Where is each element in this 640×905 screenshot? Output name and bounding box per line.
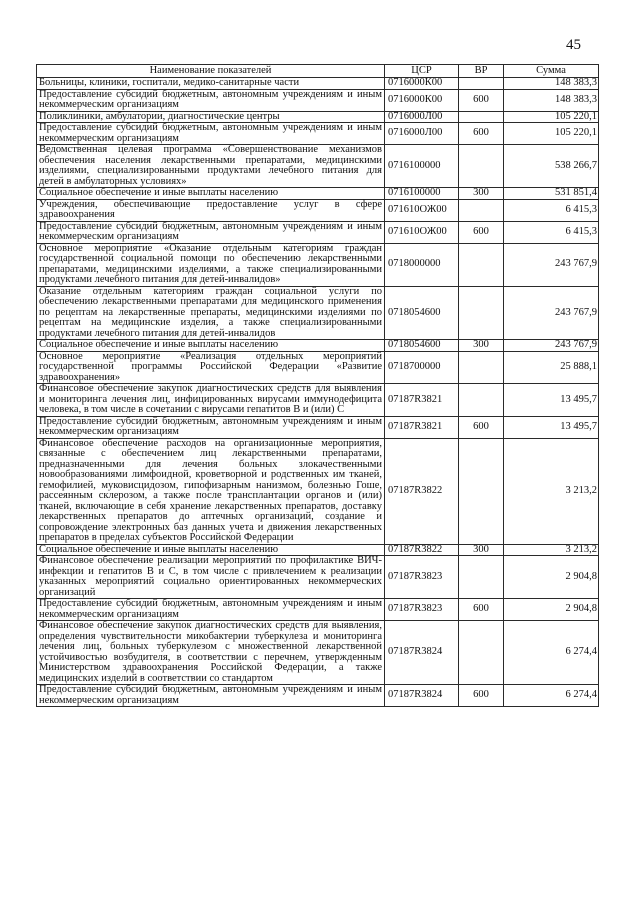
row-sum-cell: 2 904,8: [504, 556, 599, 599]
row-vr-cell: [459, 621, 504, 685]
row-vr-cell: 600: [459, 416, 504, 438]
row-csr-cell: 0716100000: [385, 145, 459, 188]
row-sum-cell: 3 213,2: [504, 544, 599, 556]
row-name-cell: Предоставление субсидий бюджетным, автономным учреждениям и иным некоммерческим организациям: [37, 89, 385, 111]
row-vr-cell: 300: [459, 188, 504, 200]
table-row: [37, 340, 599, 352]
row-sum-cell: 105 220,1: [504, 123, 599, 145]
table-row: [37, 685, 599, 707]
row-sum-cell: 243 767,9: [504, 286, 599, 340]
row-vr-cell: 300: [459, 544, 504, 556]
row-csr-cell: 0716000К00: [385, 89, 459, 111]
row-name-cell: Социальное обеспечение и иные выплаты населению: [37, 340, 385, 352]
column-header-sum: Сумма: [504, 65, 599, 78]
row-name-cell: Предоставление субсидий бюджетным, автономным учреждениям и иным некоммерческим организациям: [37, 221, 385, 243]
page-number: 45: [566, 37, 581, 53]
table-row: [37, 621, 599, 685]
row-csr-cell: 07187R3821: [385, 416, 459, 438]
row-sum-cell: 6 415,3: [504, 199, 599, 221]
row-name-cell: Ведомственная целевая программа «Совершенствование механизмов обеспечения населения лекарственными препаратами, медицинскими изделиями, специализированными продуктами лечебного питания для детей в амбулаторных условиях»: [37, 145, 385, 188]
table-row: [37, 416, 599, 438]
row-csr-cell: 0718700000: [385, 351, 459, 384]
row-vr-cell: 300: [459, 340, 504, 352]
table-row: [37, 544, 599, 556]
column-header-name: Наименование показателей: [37, 65, 385, 78]
row-vr-cell: [459, 384, 504, 417]
row-name-cell: Больницы, клиники, госпитали, медико-санитарные части: [37, 78, 385, 90]
row-csr-cell: 07187R3821: [385, 384, 459, 417]
row-name-cell: Предоставление субсидий бюджетным, автономным учреждениям и иным некоммерческим организациям: [37, 599, 385, 621]
row-name-cell: Оказание отдельным категориям граждан социальной услуги по обеспечению лекарственными препаратами для медицинского применения по рецептам на лекарственные препараты, медицинскими изделиями по рецептам на медицинские изделия, а также специализированными продуктами лечебного питания для детей-инвалидов: [37, 286, 385, 340]
row-sum-cell: 25 888,1: [504, 351, 599, 384]
row-vr-cell: 600: [459, 685, 504, 707]
row-vr-cell: 600: [459, 123, 504, 145]
row-csr-cell: 07187R3823: [385, 599, 459, 621]
row-csr-cell: 0716000К00: [385, 78, 459, 90]
column-header-csr: ЦСР: [385, 65, 459, 78]
table-row: [37, 243, 599, 286]
column-header-vr: ВР: [459, 65, 504, 78]
row-name-cell: Социальное обеспечение и иные выплаты населению: [37, 544, 385, 556]
row-csr-cell: 07187R3822: [385, 438, 459, 544]
row-sum-cell: 531 851,4: [504, 188, 599, 200]
row-csr-cell: 0716000Л00: [385, 111, 459, 123]
table-row: [37, 145, 599, 188]
table-header: [37, 65, 599, 78]
row-sum-cell: 6 274,4: [504, 621, 599, 685]
row-csr-cell: 071610ОЖ00: [385, 199, 459, 221]
row-sum-cell: 105 220,1: [504, 111, 599, 123]
row-name-cell: Социальное обеспечение и иные выплаты населению: [37, 188, 385, 200]
table-row: [37, 599, 599, 621]
row-sum-cell: 13 495,7: [504, 384, 599, 417]
row-csr-cell: 071610ОЖ00: [385, 221, 459, 243]
row-sum-cell: 243 767,9: [504, 340, 599, 352]
table-row: [37, 556, 599, 599]
row-name-cell: Предоставление субсидий бюджетным, автономным учреждениям и иным некоммерческим организациям: [37, 685, 385, 707]
row-sum-cell: 6 274,4: [504, 685, 599, 707]
table-row: [37, 351, 599, 384]
row-vr-cell: [459, 199, 504, 221]
table-row: [37, 111, 599, 123]
row-vr-cell: [459, 556, 504, 599]
row-name-cell: Финансовое обеспечение расходов на организационные мероприятия, связанные с обеспечением лиц лекарственными препаратами, предназначенными для лечения больных злокачественными новообразованиями лимфоидной, кроветворной и родственных им тканей, гемофилией, муковисцидозом, гипофизарным нанизмом, болезнью Гоше, рассеянным склерозом, а также после трансплантации органов и (или) тканей, включающие в себя хранение лекарственных препаратов, доставку лекарственных препаратов до аптечных организаций, создание и сопровождение электронных баз данных учета и движения лекарственных препаратов в пределах субъектов Российской Федерации: [37, 438, 385, 544]
row-sum-cell: 243 767,9: [504, 243, 599, 286]
row-vr-cell: [459, 286, 504, 340]
row-name-cell: Учреждения, обеспечивающие предоставление услуг в сфере здравоохранения: [37, 199, 385, 221]
row-vr-cell: [459, 438, 504, 544]
table-row: [37, 221, 599, 243]
row-vr-cell: 600: [459, 89, 504, 111]
row-vr-cell: 600: [459, 221, 504, 243]
row-sum-cell: 2 904,8: [504, 599, 599, 621]
row-csr-cell: 07187R3824: [385, 685, 459, 707]
table-row: [37, 199, 599, 221]
table-row: [37, 123, 599, 145]
row-name-cell: Финансовое обеспечение закупок диагностических средств для выявления и мониторинга лечения лиц, инфицированных вирусами иммунодефицита человека, в том числе в сочетании с вирусами гепатитов В и (или) С: [37, 384, 385, 417]
table-row: [37, 188, 599, 200]
row-csr-cell: 07187R3823: [385, 556, 459, 599]
row-csr-cell: 0718054600: [385, 286, 459, 340]
row-name-cell: Предоставление субсидий бюджетным, автономным учреждениям и иным некоммерческим организациям: [37, 416, 385, 438]
table-row: [37, 89, 599, 111]
row-vr-cell: [459, 243, 504, 286]
row-csr-cell: 0716000Л00: [385, 123, 459, 145]
row-vr-cell: [459, 111, 504, 123]
table-row: [37, 384, 599, 417]
row-vr-cell: 600: [459, 599, 504, 621]
row-vr-cell: [459, 351, 504, 384]
row-csr-cell: 07187R3822: [385, 544, 459, 556]
row-sum-cell: 148 383,3: [504, 89, 599, 111]
row-csr-cell: 0718054600: [385, 340, 459, 352]
row-name-cell: Основное мероприятие «Реализация отдельных мероприятий государственной программы Российской Федерации «Развитие здравоохранения»: [37, 351, 385, 384]
row-vr-cell: [459, 78, 504, 90]
row-name-cell: Поликлиники, амбулатории, диагностические центры: [37, 111, 385, 123]
row-name-cell: Основное мероприятие «Оказание отдельным категориям граждан государственной социальной помощи по обеспечению лекарственными препаратами, медицинскими изделиями, а также специализированными продуктами лечебного питания для детей-инвалидов»: [37, 243, 385, 286]
row-sum-cell: 3 213,2: [504, 438, 599, 544]
table-body: [37, 78, 599, 707]
table-row: [37, 286, 599, 340]
budget-table: [36, 64, 599, 707]
row-csr-cell: 07187R3824: [385, 621, 459, 685]
row-sum-cell: 538 266,7: [504, 145, 599, 188]
table-row: [37, 78, 599, 90]
row-name-cell: Финансовое обеспечение закупок диагностических средств для выявления, определения чувствительности микобактерии туберкулеза и мониторинга лечения лиц, больных туберкулезом с множественной лекарственной устойчивостью возбудителя, в соответствии с перечнем, утвержденным Министерством здравоохранения Российской Федерации, а также медицинских изделий в соответствии со стандартом: [37, 621, 385, 685]
row-name-cell: Финансовое обеспечение реализации мероприятий по профилактике ВИЧ-инфекции и гепатитов В и С, в том числе с привлечением к реализации указанных мероприятий социально ориентированных некоммерческих организаций: [37, 556, 385, 599]
row-sum-cell: 148 383,3: [504, 78, 599, 90]
row-sum-cell: 6 415,3: [504, 221, 599, 243]
row-csr-cell: 0716100000: [385, 188, 459, 200]
table-row: [37, 438, 599, 544]
row-name-cell: Предоставление субсидий бюджетным, автономным учреждениям и иным некоммерческим организациям: [37, 123, 385, 145]
row-csr-cell: 0718000000: [385, 243, 459, 286]
row-sum-cell: 13 495,7: [504, 416, 599, 438]
row-vr-cell: [459, 145, 504, 188]
